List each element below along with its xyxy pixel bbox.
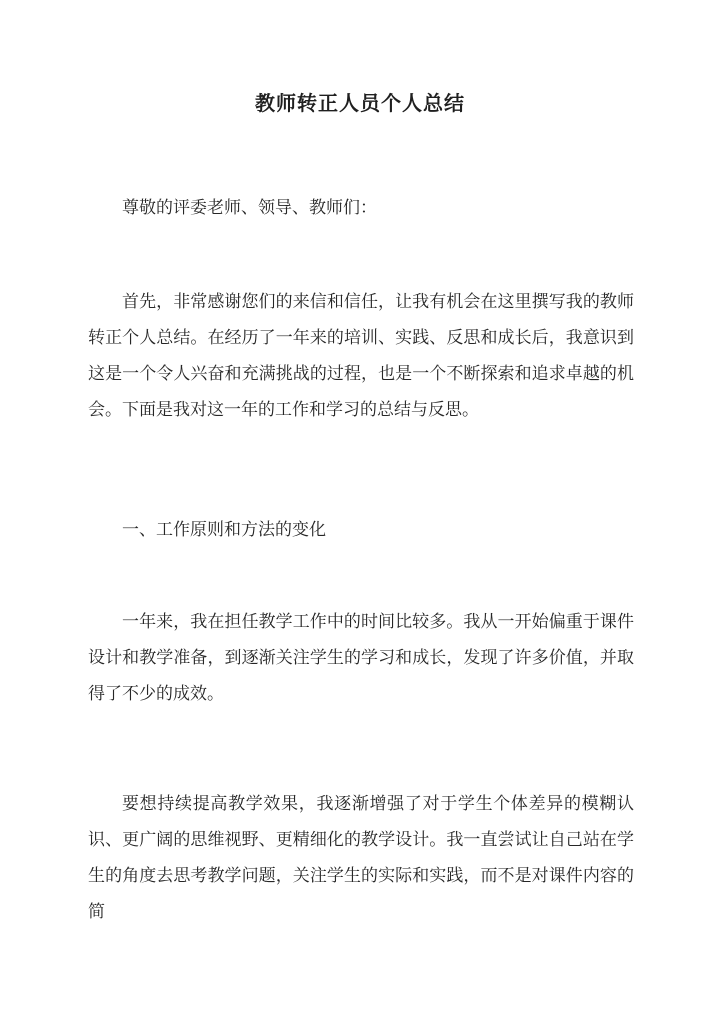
intro-paragraph: 首先，非常感谢您们的来信和信任，让我有机会在这里撰写我的教师转正个人总结。在经历了一年来的培训、实践、反思和成长后，我意识到这是一个令人兴奋和充满挑战的过程，也是一个不断探索和追求卓越的机会。下面是我对这一年的工作和学习的总结与反思。 [88, 292, 634, 420]
document-title: 教师转正人员个人总结 [255, 91, 465, 115]
salutation-paragraph: 尊敬的评委老师、领导、教师们： [122, 198, 377, 218]
section-heading-1: 一、工作原则和方法的变化 [122, 520, 326, 540]
body-paragraph-1: 一年来，我在担任教学工作中的时间比较多。我从一开始偏重于课件设计和教学准备，到逐渐关注学生的学习和成长，发现了许多价值，并取得了不少的成效。 [88, 612, 634, 704]
body-paragraph-2: 要想持续提高教学效果，我逐渐增强了对于学生个体差异的模糊认识、更广阔的思维视野、更精细化的教学设计。我一直尝试让自己站在学生的角度去思考教学问题，关注学生的实际和实践，而不是对课件内容的简 [88, 794, 634, 922]
